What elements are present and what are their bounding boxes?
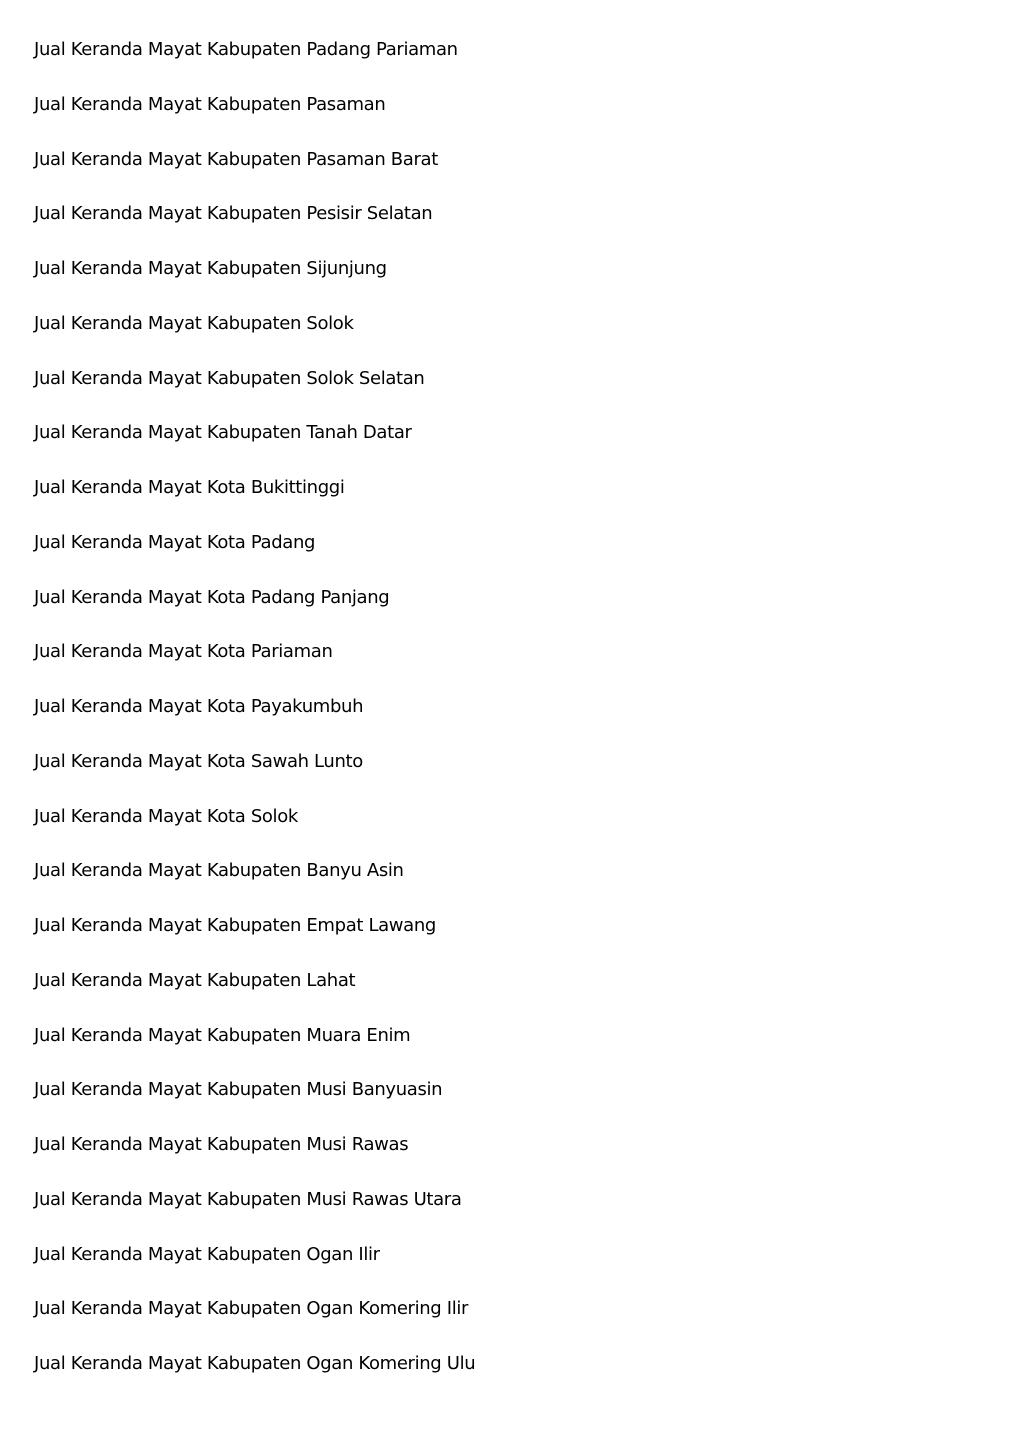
list-item: Jual Keranda Mayat Kabupaten Empat Lawang	[34, 915, 436, 936]
list-item: Jual Keranda Mayat Kota Padang Panjang	[34, 586, 390, 608]
list-item: Jual Keranda Mayat Kota Solok	[34, 805, 298, 827]
list-item: Jual Keranda Mayat Kabupaten Pasaman	[34, 93, 386, 115]
list-item: Jual Keranda Mayat Kota Bukittinggi	[34, 477, 345, 498]
list-item: Jual Keranda Mayat Kabupaten Lahat	[34, 969, 356, 991]
list-item: Jual Keranda Mayat Kabupaten Banyu Asin	[34, 860, 404, 882]
list-item: Jual Keranda Mayat Kabupaten Musi Rawas Utara	[34, 1188, 462, 1210]
location-list	[34, 36, 974, 1405]
list-item: Jual Keranda Mayat Kabupaten Sijunjung	[34, 258, 387, 279]
list-item: Jual Keranda Mayat Kabupaten Pasaman Barat	[34, 148, 438, 170]
list-item: Jual Keranda Mayat Kabupaten Ogan Komering Ulu	[34, 1353, 476, 1374]
list-item: Jual Keranda Mayat Kabupaten Musi Rawas	[34, 1134, 409, 1155]
list-item: Jual Keranda Mayat Kabupaten Pesisir Selatan	[34, 203, 433, 225]
list-item: Jual Keranda Mayat Kabupaten Solok	[34, 312, 354, 334]
list-item: Jual Keranda Mayat Kabupaten Solok Selatan	[34, 367, 425, 389]
list-item: Jual Keranda Mayat Kabupaten Padang Pariaman	[34, 39, 458, 60]
list-item: Jual Keranda Mayat Kabupaten Muara Enim	[34, 1024, 411, 1046]
list-item: Jual Keranda Mayat Kabupaten Ogan Ilir	[34, 1243, 380, 1265]
list-item: Jual Keranda Mayat Kabupaten Tanah Datar	[34, 422, 412, 444]
list-item: Jual Keranda Mayat Kabupaten Ogan Komering Ilir	[34, 1298, 469, 1320]
list-item: Jual Keranda Mayat Kabupaten Musi Banyuasin	[34, 1079, 443, 1101]
list-item: Jual Keranda Mayat Kota Sawah Lunto	[34, 750, 363, 772]
list-item: Jual Keranda Mayat Kota Payakumbuh	[34, 696, 364, 717]
list-item: Jual Keranda Mayat Kota Pariaman	[34, 641, 333, 663]
list-item: Jual Keranda Mayat Kota Padang	[34, 531, 316, 553]
